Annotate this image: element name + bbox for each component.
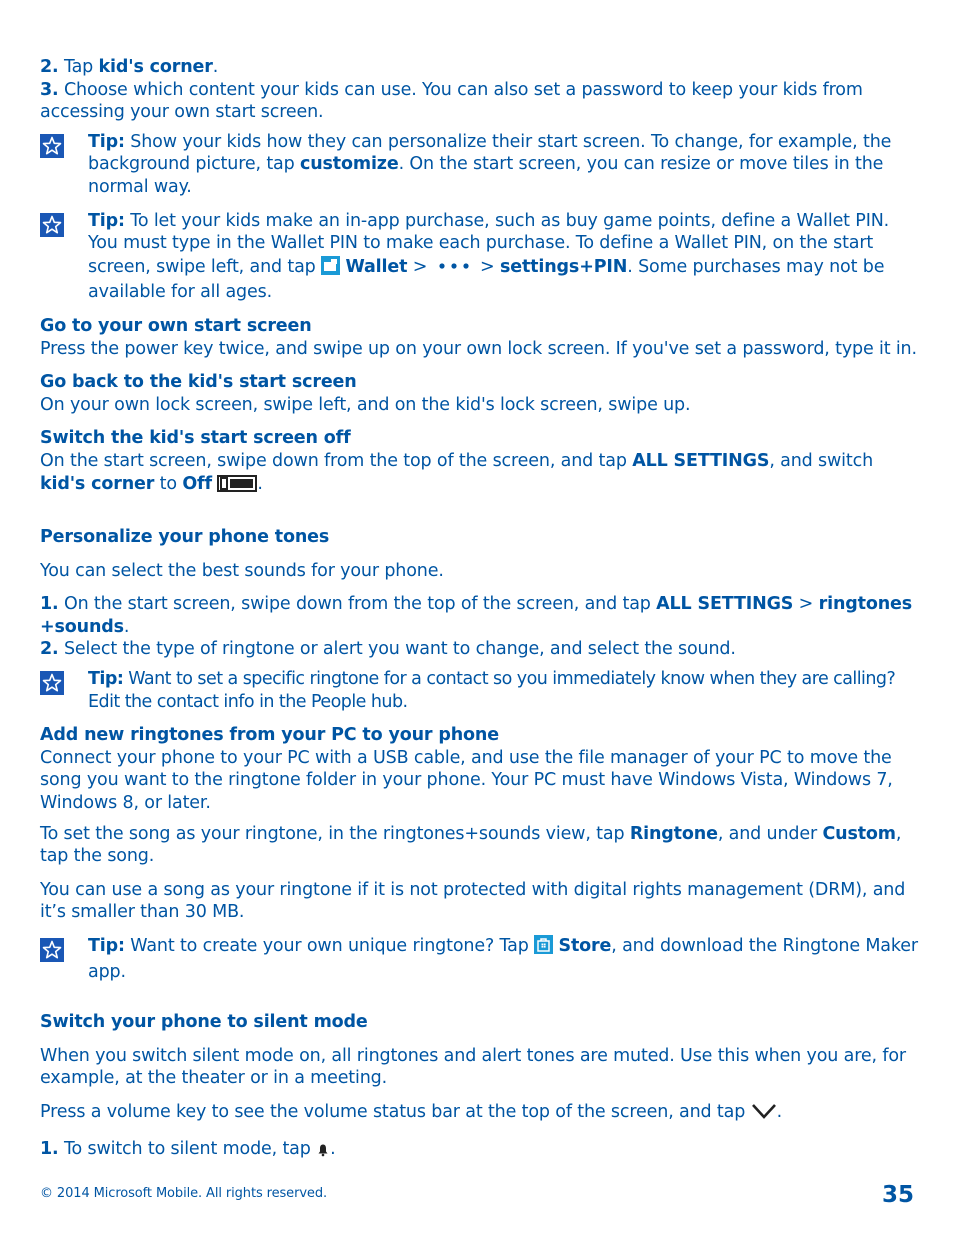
back-kid-body: On your own lock screen, swipe left, and on the kid's lock screen, swipe up. <box>40 394 691 415</box>
wallet-icon <box>321 256 340 282</box>
custom-link[interactable]: Custom <box>822 823 896 844</box>
tip-personalize: Tip: Show your kids how they can personalize their start screen. To change, for example, the background picture, tap customize. On the start screen, you can resize or move tiles in the normal way. <box>40 131 920 199</box>
toggle-off-icon[interactable] <box>217 475 257 499</box>
add-ringtones-p1: Connect your phone to your PC with a USB cable, and use the file manager of your PC to move the song you want to the ringtone folder in your phone. Your PC must have Windows Vista, Windows 7, Windows 8, or later. <box>40 747 893 814</box>
tip-star-icon <box>40 134 64 158</box>
add-ringtones-p2: To set the song as your ringtone, in the ringtones+sounds view, tap Ringtone, and under Custom, tap the song. <box>40 823 902 867</box>
bell-icon[interactable] <box>316 1141 330 1164</box>
wallet-link[interactable]: Wallet <box>345 256 408 277</box>
step-tap-kids-corner: 2. Tap kid's corner. <box>40 57 219 77</box>
add-ringtones-p3: You can use a song as your ringtone if it is not protected with digital rights management (DRM), and it’s smaller than 30 MB. <box>40 879 906 923</box>
heading-add-ringtones: Add new ringtones from your PC to your phone <box>40 725 499 746</box>
all-settings-link[interactable]: ALL SETTINGS <box>656 594 794 615</box>
heading-back-kids-start: Go back to the kid's start screen <box>40 372 357 393</box>
heading-switch-kids-off: Switch the kid's start screen off <box>40 428 351 449</box>
customize-link[interactable]: customize <box>299 154 399 175</box>
page-number: 35 <box>881 1182 914 1208</box>
silent-p2: Press a volume key to see the volume status bar at the top of the screen, and tap . <box>40 1101 920 1127</box>
page-content <box>40 56 920 1163</box>
switch-off-body: On the start screen, swipe down from the top of the screen, and tap ALL SETTINGS, and switch kid's corner to Off . <box>40 450 920 498</box>
tip-contact-ringtone: Tip: Want to set a specific ringtone for a contact so you immediately know when they are calling? Edit the contact info in the People hub. <box>40 668 920 713</box>
tip-ringtone-maker: Tip: Want to create your own unique ringtone? Tap Store, and download the Ringtone Maker app. <box>40 935 920 983</box>
settings-pin-link[interactable]: settings+PIN <box>499 256 628 277</box>
step-choose-content: 3. Choose which content your kids can use. You can also set a password to keep your kids from accessing your own start screen. <box>40 79 863 123</box>
silent-p1: When you switch silent mode on, all ringtones and alert tones are muted. Use this when you are, for example, at the theater or in a meeting. <box>40 1045 906 1089</box>
ringtone-link[interactable]: Ringtone <box>629 823 718 844</box>
ringtones-sounds-link[interactable]: ringtones +sounds <box>40 594 913 637</box>
tones-step-2: 2. Select the type of ringtone or alert you want to change, and select the sound. <box>40 639 736 660</box>
all-settings-link[interactable]: ALL SETTINGS <box>632 450 770 471</box>
section-title-phone-tones: Personalize your phone tones <box>40 527 330 548</box>
own-start-body: Press the power key twice, and swipe up on your own lock screen. If you've set a password, type it in. <box>40 338 917 359</box>
tip-star-icon <box>40 671 64 695</box>
section-title-silent-mode: Switch your phone to silent mode <box>40 1012 368 1033</box>
kids-corner-link[interactable]: kid's corner <box>40 473 155 494</box>
kids-corner-link[interactable]: kid's corner <box>98 57 213 77</box>
tip-star-icon <box>40 213 64 237</box>
heading-own-start-screen: Go to your own start screen <box>40 315 312 336</box>
store-icon <box>534 935 553 961</box>
store-link[interactable]: Store <box>558 936 612 956</box>
chevron-down-icon[interactable] <box>751 1102 777 1127</box>
tones-intro: You can select the best sounds for your phone. <box>40 560 444 581</box>
silent-step-1: 1. To switch to silent mode, tap . <box>40 1138 920 1164</box>
tip-star-icon <box>40 938 64 962</box>
tip-wallet-pin: Tip: To let your kids make an in-app purchase, such as buy game points, define a Wallet PIN. You must type in the Wallet PIN to make each purchase. To define a Wallet PIN, on the start screen, swipe left, and tap Wallet > > settings+PIN. Some purchases may not be available for all ages. <box>40 210 920 304</box>
tones-step-1: 1. On the start screen, swipe down from the top of the screen, and tap ALL SETTINGS > ringtones +sounds. <box>40 594 913 637</box>
copyright-footer: © 2014 Microsoft Mobile. All rights reserved. <box>40 1186 327 1201</box>
more-dots-icon[interactable] <box>433 255 475 278</box>
